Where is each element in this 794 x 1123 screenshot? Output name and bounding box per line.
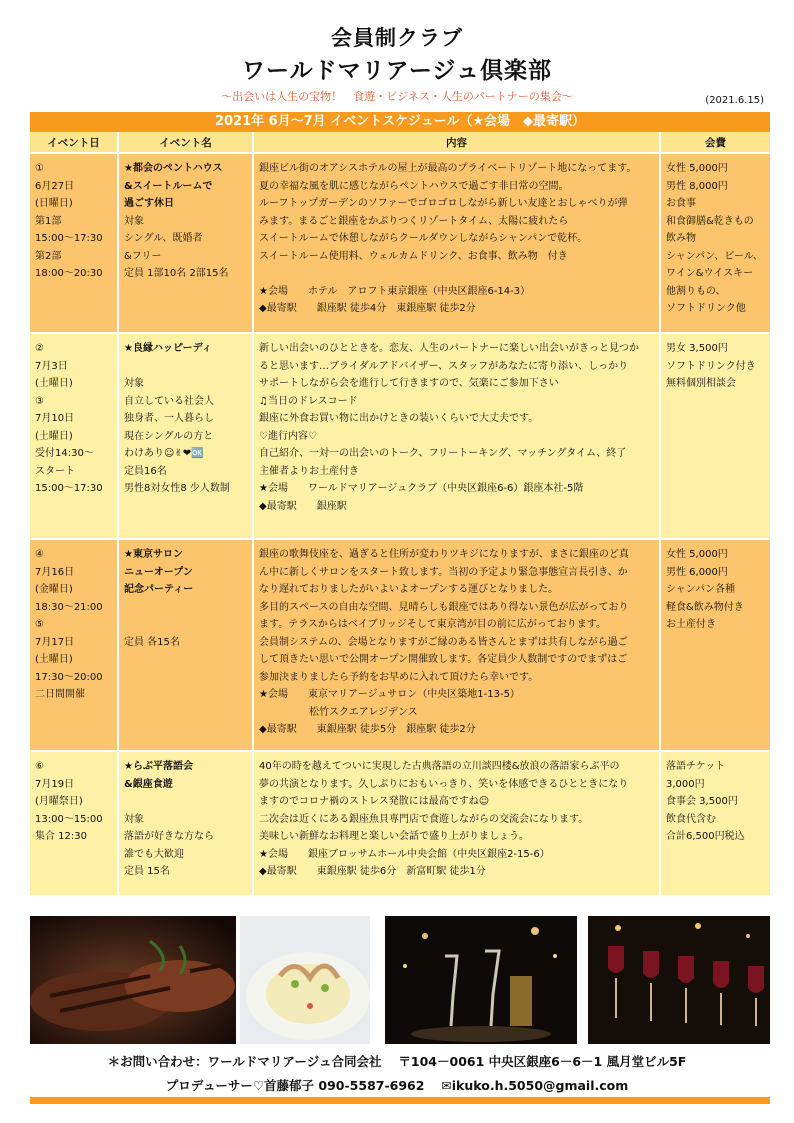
event-date-line: ④	[35, 549, 44, 560]
tagline: ～出会いは人生の宝物！ 食遊・ビジネス・人生のパートナーの集会～	[221, 90, 573, 103]
event-target-line: 誰でも大歓迎	[124, 848, 184, 860]
column-header-content: 内容	[253, 132, 660, 153]
event-description-line: 40年の時を越えてついに実現した古典落語の立川談四楼&放浪の落語家らぶ平の	[259, 761, 620, 772]
event-name-cell	[118, 153, 253, 333]
wine-glasses-photo	[588, 916, 770, 1044]
event-description-line: ルーフトップガーデンのソファーでゴロゴロしながら新しい友達とおしゃべりが弾	[259, 198, 628, 209]
event-content-cell	[253, 539, 660, 751]
event-fee-line: 飲食代含む	[666, 813, 716, 825]
event-date-line: 18:30～21:00	[35, 601, 103, 613]
event-description-line: 美味しい新鮮なお料理と楽しい会話で盛り上がりましょう。	[259, 831, 529, 842]
event-description-line: 夢の共演となります。久しぶりにおもいっきり、笑いを体感できるひとときになり	[259, 778, 629, 790]
event-date-line: 7月16日	[35, 566, 75, 578]
event-description-line: ◆最寄駅 東銀座駅 徒歩6分 新富町駅 徒歩1分	[259, 866, 486, 877]
event-description-line: ◆最寄駅 銀座駅	[259, 500, 347, 512]
event-date-line: 7月10日	[35, 413, 75, 424]
event-fee-cell	[660, 153, 770, 333]
event-fee-line: 女性 5,000円	[666, 163, 728, 174]
event-description-line: みます。まるごと銀座をかぶりつくリゾートタイム、太陽に疲れたら	[259, 215, 569, 227]
event-target-line	[124, 599, 248, 617]
event-description-line: スイートルームで休憩しながらクールダウンしながらシャンパンで乾杯。	[259, 233, 588, 244]
event-title-line: ★らぶ平落語会	[124, 761, 193, 772]
event-description-line: 会員制システムの、会場となりますがご縁のある皆さんとまずは共有しながら過ご	[259, 636, 628, 648]
event-title-line: ★良縁ハッピーディ	[124, 343, 212, 354]
event-fee-line: 落語チケット	[666, 761, 726, 772]
event-description-line: 二次会は近くにある銀座魚貝専門店で食遊しながらの交流会になります。	[259, 813, 589, 825]
event-description-line: 松竹スクエアレジデンス	[259, 706, 418, 718]
event-date-line: ①	[35, 163, 44, 174]
steak-photo	[30, 916, 236, 1044]
event-content-cell	[253, 153, 660, 333]
event-date-cell	[30, 333, 118, 539]
event-description-line: 自己紹介、一対一の出会いのトーク、フリートーキング、マッチングタイム、終了	[259, 448, 627, 459]
event-fee-line: 男性 6,000円	[666, 566, 728, 578]
event-description-line: ◆最寄駅 東銀座駅 徒歩5分 銀座駅 徒歩2分	[259, 724, 476, 735]
event-date-line: 集合 12:30	[35, 831, 87, 842]
event-description-line: 参加決まりましたら予約をお早めに入れて頂けたら幸いです。	[259, 671, 539, 683]
event-target-line: 男性8対女性8 少人数制	[124, 483, 230, 494]
event-target-line: 対象	[124, 813, 144, 825]
event-target-line: 定員 1部10名 2部15名	[124, 268, 229, 279]
event-description-line: 主催者よりお土産付き	[259, 465, 359, 477]
event-description-line: 新しい出会いのひとときを。恋友、人生のパートナーに楽しい出会いがきっと見つか	[259, 343, 639, 354]
column-header-date: イベント日	[30, 132, 118, 153]
event-description-line: ん中に新しくサロンをスタート致します。当初の予定より緊急事態宣言長引き、か	[259, 566, 628, 578]
event-fee-line: 和食御膳&乾きもの	[666, 215, 754, 227]
event-description-line: ♫当日のドレスコード	[259, 395, 358, 407]
event-target-line: 定員 各15名	[124, 636, 180, 648]
column-header-fee: 会費	[660, 132, 770, 153]
event-date-line: (月曜祭日)	[35, 796, 83, 807]
event-fee-line: シャンパン各種	[666, 584, 736, 595]
event-schedule	[30, 112, 770, 912]
event-target-line: 定員 15名	[124, 866, 170, 877]
event-fee-line: 他割りもの、	[666, 285, 726, 297]
event-date-line: スタート	[35, 465, 75, 477]
producer-contact: プロデューサー♡首藤郁子 090-5587-6962 ✉ikuko.h.5050@gmail.com	[165, 1078, 629, 1093]
event-description-line: ♡進行内容♡	[259, 430, 317, 442]
event-description-line: 夏の幸福な風を肌に感じながらペントハウスで過ごす非日常の空間。	[259, 180, 569, 192]
event-row	[30, 153, 770, 333]
event-description-line: して頂きたい思いで公開オープン開催致します。各定員少人数制ですのでまずはご	[259, 654, 628, 665]
event-target-line: わけあり☺✌❤🆗	[124, 448, 204, 459]
event-description-line: 銀座ビル街のオアシスホテルの屋上が最高のプライベートリゾート地になってます。	[259, 163, 637, 174]
event-description-line: スイートルーム使用料、ウェルカムドリンク、お食事、飲み物 付き	[259, 250, 568, 262]
event-name-cell	[118, 539, 253, 751]
issue-date: (2021.6.15)	[705, 95, 764, 106]
event-title-line: ★東京サロン	[124, 549, 183, 560]
event-fee-line: ソフトドリンク他	[666, 303, 746, 314]
event-description-line: 銀座の歌舞伎座を、過ぎると住所が変わりツキジになりますが、まさに銀座のど真	[259, 549, 629, 560]
event-row	[30, 333, 770, 539]
table-header-row	[30, 132, 770, 153]
event-description-line: ★会場 東京マリアージュサロン（中央区築地1-13-5）	[259, 689, 520, 700]
event-content-cell	[253, 333, 660, 539]
event-date-line: ⑤	[35, 619, 44, 630]
photo-strip	[30, 916, 770, 1044]
event-description-line: ★会場 銀座ブロッサムホール中央会館（中央区銀座2-15-6）	[259, 848, 550, 860]
event-date-line: (土曜日)	[35, 378, 73, 389]
schedule-table	[30, 132, 770, 897]
event-target-line: 落語が好きな方なら	[124, 831, 214, 842]
event-description-line: ★会場 ホテル アロフト東京銀座（中央区銀座6-14-3）	[259, 285, 531, 297]
event-fee-line: シャンパン、ビール、	[666, 250, 763, 262]
champagne-party-photo	[385, 916, 577, 1044]
event-date-line: 17:30～20:00	[35, 671, 103, 683]
event-fee-line: お土産付き	[666, 619, 716, 630]
event-date-line: 6月27日	[35, 180, 75, 192]
event-date-cell	[30, 539, 118, 751]
event-target-line: 対象	[124, 378, 144, 389]
event-description-line: ますのでコロナ禍のストレス発散には最高ですね☺	[259, 796, 490, 807]
event-date-cell	[30, 153, 118, 333]
club-name: ワールドマリアージュ倶楽部	[242, 58, 552, 84]
event-date-line: (日曜日)	[35, 198, 73, 209]
event-fee-line: 合計6,500円税込	[666, 831, 745, 842]
event-date-line: 第1部	[35, 215, 62, 227]
event-date-line: 18:00～20:30	[35, 268, 103, 279]
event-description-line: 銀座に外食お買い物に出かけときの装いくらいで大丈夫です。	[259, 413, 539, 424]
event-row	[30, 751, 770, 896]
event-target-line	[124, 616, 248, 634]
event-description-line: ◆最寄駅 銀座駅 徒歩4分 東銀座駅 徒歩2分	[259, 303, 476, 314]
salad-photo	[240, 916, 370, 1044]
event-target-line	[124, 793, 248, 811]
event-date-line: 7月3日	[35, 360, 68, 372]
event-description-line: 多目的スペースの自由な空間、見晴らしも銀座ではあり得ない景色が広がっており	[259, 601, 629, 613]
event-fee-cell	[660, 539, 770, 751]
event-target-line: シングル、既婚者	[124, 233, 203, 244]
event-fee-line: お食事	[666, 198, 696, 209]
event-target-line: 対象	[124, 215, 144, 227]
event-date-line: 二日間開催	[35, 689, 85, 700]
event-fee-line: 無料個別相談会	[666, 378, 736, 389]
event-description-line: ると思います…ブライダルアドバイザー、スタッフがあなたに寄り添い、しっかり	[259, 360, 629, 372]
event-title-line: 過ごす休日	[124, 198, 174, 209]
event-name-cell	[118, 751, 253, 896]
event-date-line: 第2部	[35, 250, 62, 262]
event-target-line: 自立している社会人	[124, 395, 214, 407]
event-date-line: (土曜日)	[35, 654, 73, 665]
event-title-line: ★都会のペントハウス	[124, 163, 223, 174]
event-fee-line: 食事会 3,500円	[666, 796, 738, 807]
event-date-cell	[30, 751, 118, 896]
event-name-cell	[118, 333, 253, 539]
event-fee-cell	[660, 751, 770, 896]
event-title-line: &銀座食遊	[124, 778, 173, 790]
event-date-line: 7月19日	[35, 778, 75, 790]
event-fee-cell	[660, 333, 770, 539]
event-date-line: ⑥	[35, 761, 44, 772]
event-fee-line: 3,000円	[666, 778, 705, 790]
bottom-accent-bar	[30, 1097, 770, 1104]
event-content-cell	[253, 751, 660, 896]
event-description-line: サポートしながら会を進行して行きますので、気楽にご参加下さい	[259, 378, 559, 389]
event-title-line: 記念パーティー	[124, 584, 194, 595]
event-target-line	[124, 358, 248, 376]
event-fee-line: 男性 8,000円	[666, 180, 728, 192]
event-fee-line: ワイン&ウイスキー	[666, 268, 754, 279]
event-description-line	[259, 265, 655, 283]
event-target-line: 現在シングルの方と	[124, 430, 214, 442]
event-title-line: &スイートルームで	[124, 180, 213, 192]
event-fee-line: 男女 3,500円	[666, 343, 728, 354]
event-date-line: 15:00～17:30	[35, 483, 103, 494]
event-fee-line: 軽食&飲み物付き	[666, 601, 744, 613]
event-date-line: ③	[35, 395, 44, 407]
event-target-line: 独身者、一人暮らし	[124, 413, 214, 424]
event-fee-line: ソフトドリンク付き	[666, 360, 756, 372]
event-date-line: ②	[35, 343, 44, 354]
column-header-event-name: イベント名	[118, 132, 253, 153]
event-date-line: 15:00～17:30	[35, 233, 103, 244]
club-title: 会員制クラブ	[331, 26, 463, 50]
event-date-line: 受付14:30～	[35, 448, 94, 459]
event-date-line: (土曜日)	[35, 430, 73, 442]
event-description-line: なり遅れておりましたがいよいよオープンする運びとなりました。	[259, 584, 559, 595]
event-fee-line: 女性 5,000円	[666, 549, 728, 560]
event-date-line: (金曜日)	[35, 584, 73, 595]
schedule-banner: 2021年 6月～7月 イベントスケジュール（★会場 ◆最寄駅）	[30, 112, 770, 132]
event-target-line: &フリー	[124, 250, 162, 262]
event-date-line: 13:00～15:00	[35, 813, 103, 825]
event-description-line: ます。テラスからはベイブリッジそして東京湾が目の前に広がっております。	[259, 619, 606, 630]
event-date-line: 7月17日	[35, 636, 75, 648]
event-row	[30, 539, 770, 751]
event-title-line: ニューオープン	[124, 566, 193, 578]
event-description-line: ★会場 ワールドマリアージュクラブ（中央区銀座6-6）銀座本社-5階	[259, 483, 584, 494]
event-target-line: 定員16名	[124, 465, 167, 477]
event-fee-line: 飲み物	[666, 233, 696, 244]
contact-info: ＊お問い合わせ：ワールドマリアージュ合同会社 〒104－0061 中央区銀座6－6－1 風月堂ビル5F	[107, 1054, 687, 1069]
